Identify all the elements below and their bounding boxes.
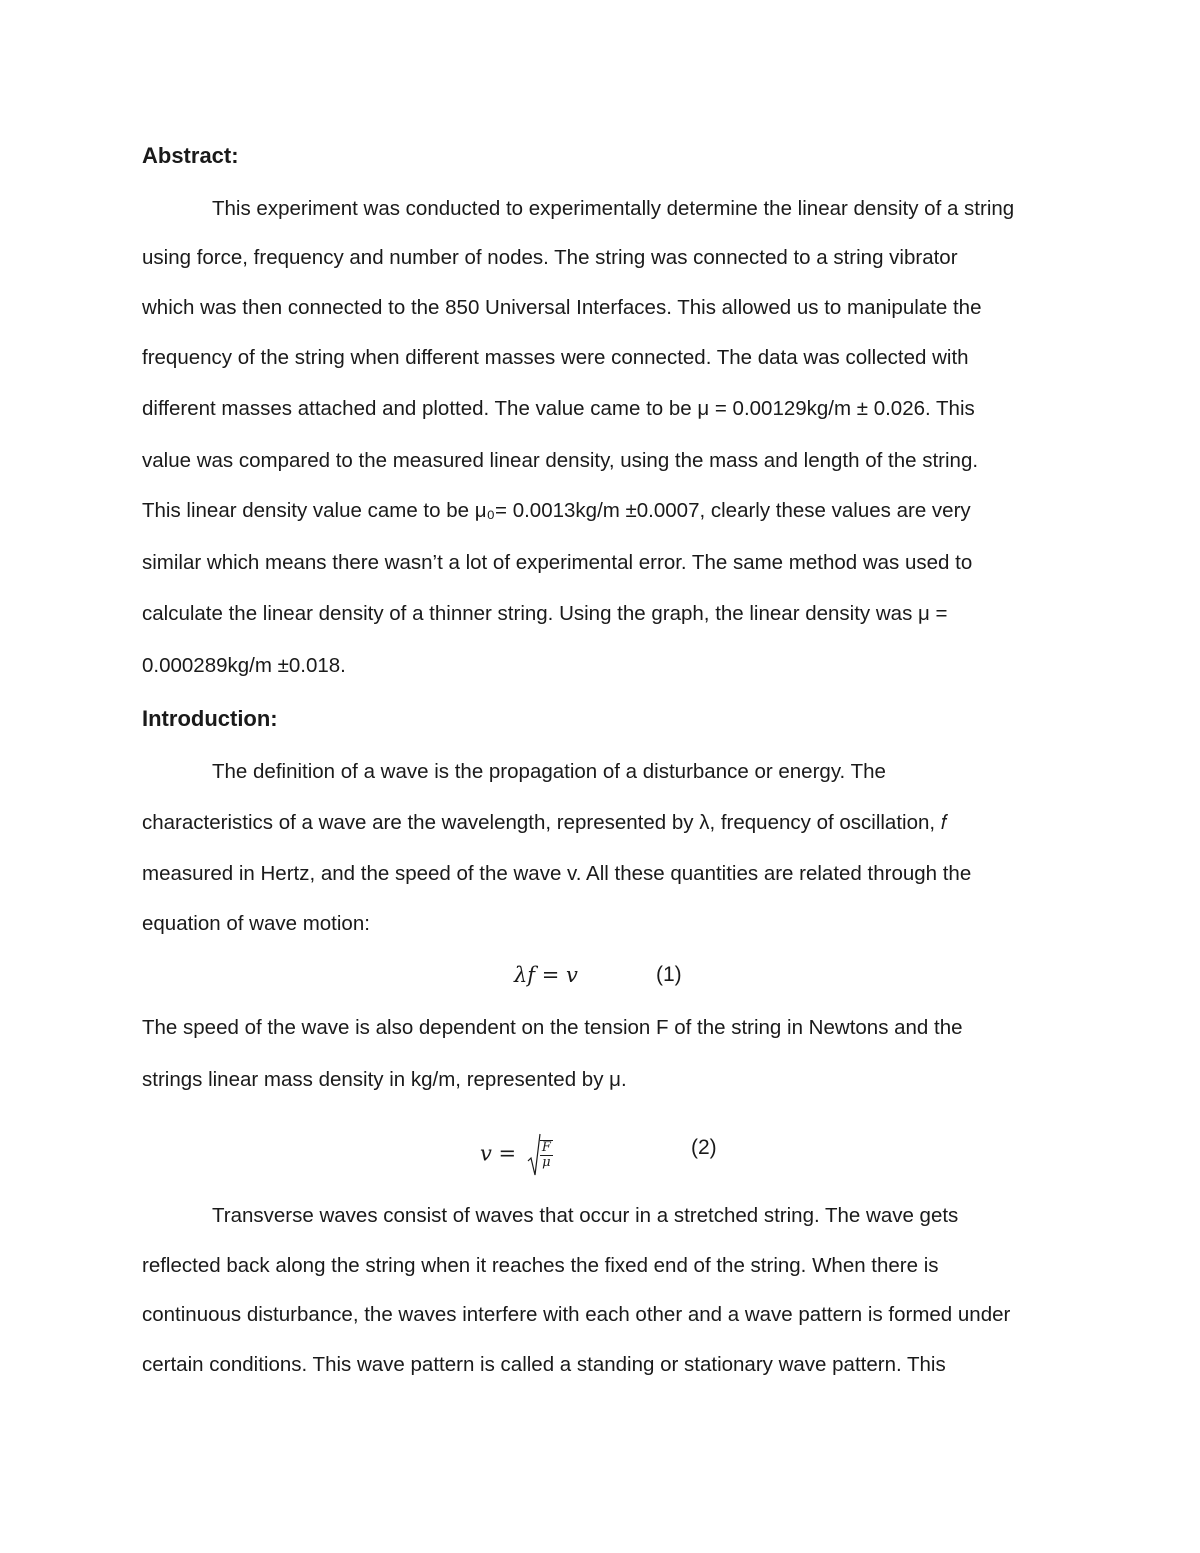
abstract-line: which was then connected to the 850 Universal Interfaces. This allowed us to manipulate the — [142, 296, 982, 319]
equation-1-number: (1) — [656, 963, 682, 986]
intro-line: reflected back along the string when it reaches the fixed end of the string. When there is — [142, 1254, 939, 1277]
sqrt-icon — [527, 1133, 541, 1177]
denominator: 𝜇 — [542, 1155, 551, 1170]
abstract-line: 0.000289kg/m ±0.018. — [142, 654, 346, 677]
intro-line: strings linear mass density in kg/m, represented by μ. — [142, 1068, 627, 1091]
equation-2-number: (2) — [691, 1136, 717, 1159]
intro-line: continuous disturbance, the waves interfere with each other and a wave pattern is formed under — [142, 1303, 1011, 1326]
abstract-line: using force, frequency and number of nodes. The string was connected to a string vibrator — [142, 246, 958, 269]
abstract-line: different masses attached and plotted. The value came to be μ = 0.00129kg/m ± 0.026. This — [142, 397, 975, 420]
equation-2 — [480, 1133, 553, 1177]
intro-line: measured in Hertz, and the speed of the wave v. All these quantities are related through the — [142, 862, 972, 885]
fraction — [540, 1140, 553, 1170]
abstract-line: This experiment was conducted to experimentally determine the linear density of a string — [212, 197, 1015, 220]
numerator: 𝐹 — [541, 1140, 551, 1155]
sqrt-sign — [527, 1133, 553, 1177]
abstract-heading: Abstract: — [142, 143, 239, 168]
intro-line: Transverse waves consist of waves that occur in a stretched string. The wave gets — [212, 1204, 959, 1227]
abstract-line: similar which means there wasn’t a lot of experimental error. The same method was used to — [142, 551, 973, 574]
intro-line: certain conditions. This wave pattern is called a standing or stationary wave pattern. This — [142, 1353, 946, 1376]
abstract-line: calculate the linear density of a thinner string. Using the graph, the linear density was μ = — [142, 602, 948, 625]
equation-2-lhs: 𝑣 = — [480, 1141, 517, 1166]
abstract-line: frequency of the string when different masses were connected. The data was collected with — [142, 346, 969, 369]
abstract-line: This linear density value came to be μ₀= 0.0013kg/m ±0.0007, clearly these values are very — [142, 499, 971, 522]
intro-line: The speed of the wave is also dependent on the tension F of the string in Newtons and the — [142, 1016, 963, 1039]
intro-line: characteristics of a wave are the wavelength, represented by λ, frequency of oscillation, 𝑓 — [142, 811, 948, 834]
intro-line: The definition of a wave is the propagation of a disturbance or energy. The — [212, 760, 886, 783]
equation-1: λ𝑓 = 𝑣 — [514, 963, 578, 987]
intro-line: equation of wave motion: — [142, 912, 370, 935]
abstract-line: value was compared to the measured linear density, using the mass and length of the string. — [142, 449, 979, 472]
introduction-heading: Introduction: — [142, 706, 278, 731]
